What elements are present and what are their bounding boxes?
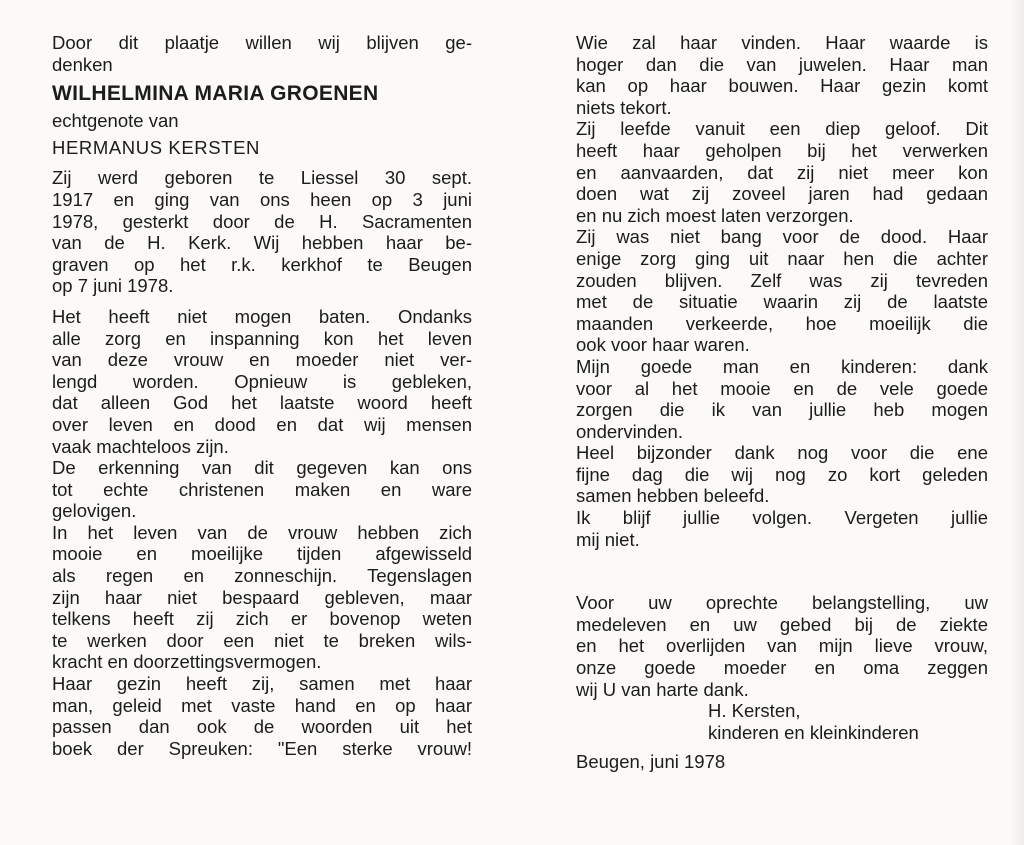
signature-name: H. Kersten, — [708, 700, 801, 722]
paragraph — [576, 356, 988, 442]
text-line: niets tekort. — [576, 96, 672, 118]
text-line: ondervinden. — [576, 420, 683, 442]
text-line: Ik blijf jullie volgen. Vergeten jullie — [576, 507, 988, 529]
text-line: zijn haar niet bespaard gebleven, maar — [52, 586, 472, 608]
left-column — [52, 32, 472, 759]
paragraph — [576, 118, 988, 226]
text-line: Door dit plaatje willen wij blijven ge- — [52, 32, 472, 53]
text-line: heeft haar geholpen bij het verwerken — [576, 139, 988, 161]
text-line: Het heeft niet mogen baten. Ondanks — [52, 305, 472, 327]
text-line: samen hebben beleefd. — [576, 485, 770, 507]
text-line: en aanvaarden, dat zij niet meer kon — [576, 161, 988, 183]
text-line: Zij leefde vanuit een diep geloof. Dit — [576, 118, 988, 140]
text-line: Mijn goede man en kinderen: dank — [576, 355, 988, 377]
text-line: ook voor haar waren. — [576, 334, 750, 356]
text-line: lengd worden. Opnieuw is gebleken, — [52, 370, 472, 392]
text-line: Voor uw oprechte belangstelling, uw — [576, 592, 988, 614]
text-line: passen dan ook de woorden uit het — [52, 716, 472, 738]
text-line: Zij werd geboren te Liessel 30 sept. — [52, 167, 472, 189]
text-line: onze goede moeder en oma zeggen — [576, 657, 988, 679]
text-line: alle zorg en inspanning kon het leven — [52, 327, 472, 349]
text-line: over leven en dood en dat wij mensen — [52, 413, 472, 435]
text-line: telkens heeft zij zich er bovenop weten — [52, 608, 472, 630]
text-line: kan op haar bouwen. Haar gezin komt — [576, 75, 988, 97]
text-line: te werken door een niet te breken wils- — [52, 629, 472, 651]
text-line: De erkenning van dit gegeven kan ons — [52, 457, 472, 479]
text-line: en nu zich moest laten verzorgen. — [576, 204, 854, 226]
paragraph — [52, 522, 472, 673]
text-line: hoger dan die van juwelen. Haar man — [576, 53, 988, 75]
text-line: zorgen die ik van jullie heb mogen — [576, 399, 988, 421]
text-line: met de situatie waarin zij de laatste — [576, 291, 988, 313]
card-edge-shadow — [1010, 0, 1024, 845]
text-line: voor al het mooie en de vele goede — [576, 377, 988, 399]
paragraph — [576, 507, 988, 550]
text-line: gelovigen. — [52, 500, 137, 522]
signature-family: kinderen en kleinkinderen — [708, 721, 919, 743]
text-line: fijne dag die wij nog zo kort geleden — [576, 463, 988, 485]
paragraph — [576, 32, 988, 118]
birth-death-paragraph — [52, 167, 472, 297]
text-line: van de H. Kerk. Wij hebben haar be- — [52, 232, 472, 254]
text-line: man, geleid met vaste hand en op haar — [52, 694, 472, 716]
deceased-name: WILHELMINA MARIA GROENEN — [52, 82, 379, 106]
text-line: In het leven van de vrouw hebben zich — [52, 521, 472, 543]
text-line: Zij was niet bang voor de dood. Haar — [576, 226, 988, 248]
text-line: doen wat zij zoveel jaren had gedaan — [576, 183, 988, 205]
text-line: op 7 juni 1978. — [52, 275, 174, 297]
text-line: Haar gezin heeft zij, samen met haar — [52, 673, 472, 695]
text-line: als regen en zonneschijn. Tegenslagen — [52, 565, 472, 587]
text-line: dat alleen God het laatste woord heeft — [52, 392, 472, 414]
text-line: zouden blijven. Zelf was zij tevreden — [576, 269, 988, 291]
text-line: 1978, gesterkt door de H. Sacramenten — [52, 210, 472, 232]
paragraph — [52, 306, 472, 457]
text-line: kracht en doorzettingsvermogen. — [52, 651, 322, 673]
text-line: tot echte christenen maken en ware — [52, 478, 472, 500]
text-line: denken — [52, 53, 113, 75]
text-line: Heel bijzonder dank nog voor die ene — [576, 442, 988, 464]
text-line: 1917 en ging van ons heen op 3 juni — [52, 188, 472, 210]
text-line: maanden verkeerde, hoe moeilijk die — [576, 312, 988, 334]
spouse-name: HERMANUS KERSTEN — [52, 136, 260, 158]
text-line: en het overlijden van mijn lieve vrouw, — [576, 635, 988, 657]
text-line: Wie zal haar vinden. Haar waarde is — [576, 32, 988, 53]
right-column — [576, 32, 988, 773]
text-line: van deze vrouw en moeder niet ver- — [52, 349, 472, 371]
thanks-paragraph — [576, 592, 988, 700]
paragraph — [52, 457, 472, 522]
text-line: mij niet. — [576, 528, 640, 550]
text-line: vaak machteloos zijn. — [52, 435, 229, 457]
text-line: wij U van harte dank. — [576, 678, 749, 700]
place-date: Beugen, juni 1978 — [576, 751, 726, 773]
paragraph — [576, 442, 988, 507]
spouse-label: echtgenote van — [52, 110, 179, 132]
text-line: boek der Spreuken: "Een sterke vrouw! — [52, 737, 472, 759]
paragraph — [52, 673, 472, 759]
paragraph — [576, 226, 988, 356]
text-line: enige zorg ging uit naar hen die achter — [576, 247, 988, 269]
text-line: medeleven en uw gebed bij de ziekte — [576, 613, 988, 635]
text-line: graven op het r.k. kerkhof te Beugen — [52, 253, 472, 275]
intro-text — [52, 32, 472, 75]
text-line: mooie en moeilijke tijden afgewisseld — [52, 543, 472, 565]
